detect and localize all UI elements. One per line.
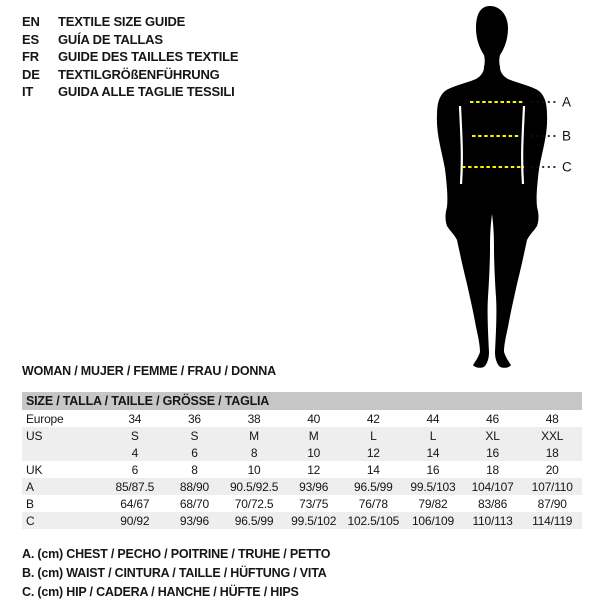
- table-row: [22, 410, 582, 427]
- marker-label-a: A: [562, 94, 572, 110]
- size-cell: 10: [247, 462, 261, 477]
- size-cell: 90/92: [120, 513, 150, 528]
- size-cell: 4: [131, 445, 139, 460]
- size-cell: 46: [486, 411, 500, 426]
- size-cell: 12: [366, 445, 380, 460]
- size-cell: 68/70: [179, 496, 209, 511]
- row-label: [22, 444, 105, 461]
- size-cell: 8: [250, 445, 258, 460]
- lang-code: ES: [22, 31, 39, 47]
- row-label: C: [26, 513, 35, 528]
- lang-row-en: [22, 13, 238, 31]
- row-label: UK: [26, 462, 43, 477]
- size-cell: L: [370, 428, 377, 443]
- size-cell: 64/67: [120, 496, 150, 511]
- size-cell: 76/78: [358, 496, 388, 511]
- size-cell: 90.5/92.5: [229, 479, 279, 494]
- row-label: Europe: [26, 411, 64, 426]
- size-cell: 42: [366, 411, 380, 426]
- section-title-woman: WOMAN / MUJER / FEMME / FRAU / DONNA: [22, 364, 276, 378]
- lang-code: IT: [22, 84, 34, 100]
- table-row: [22, 495, 582, 512]
- table-header-row: [22, 392, 582, 410]
- size-cell: 34: [128, 411, 142, 426]
- size-cell: 14: [426, 445, 440, 460]
- size-cell: 10: [307, 445, 321, 460]
- size-cell: 83/86: [478, 496, 508, 511]
- lang-label: GUÍA DE TALLAS: [58, 31, 163, 47]
- size-cell: 40: [307, 411, 321, 426]
- woman-silhouette-graphic: [400, 0, 600, 375]
- size-cell: XL: [485, 428, 500, 443]
- size-cell: 107/110: [531, 479, 573, 494]
- size-cell: S: [190, 428, 199, 443]
- size-cell: 44: [426, 411, 440, 426]
- lang-label: TEXTILGRÖßENFÜHRUNG: [58, 66, 220, 82]
- row-label: US: [26, 428, 43, 443]
- size-cell: 114/119: [532, 513, 573, 528]
- size-cell: 6: [131, 462, 139, 477]
- size-cell: 36: [187, 411, 201, 426]
- size-cell: 87/90: [537, 496, 567, 511]
- woman-silhouette: [437, 6, 547, 368]
- size-cell: 96.5/99: [234, 513, 274, 528]
- table-row: [22, 461, 582, 478]
- size-cell: 102.5/105: [347, 513, 400, 528]
- size-cell: 48: [545, 411, 559, 426]
- size-cell: 99.5/102: [291, 513, 337, 528]
- size-table: [22, 392, 582, 529]
- table-header-label: SIZE / TALLA / TAILLE / GRÖSSE / TAGLIA: [22, 392, 582, 410]
- lang-code: DE: [22, 66, 40, 82]
- legend-line-hip: C. (cm) HIP / CADERA / HANCHE / HÜFTE / HIPS: [22, 585, 299, 599]
- lang-row-fr: [22, 48, 238, 66]
- size-cell: 16: [486, 445, 500, 460]
- lang-label: TEXTILE SIZE GUIDE: [58, 14, 186, 30]
- size-cell: 16: [426, 462, 440, 477]
- size-cell: 12: [307, 462, 321, 477]
- size-cell: 70/72.5: [234, 496, 274, 511]
- measurement-figure: [400, 0, 600, 375]
- size-cell: 93/96: [299, 479, 329, 494]
- size-cell: 18: [545, 445, 559, 460]
- size-cell: 8: [191, 462, 198, 477]
- lang-label: GUIDE DES TAILLES TEXTILE: [58, 49, 239, 65]
- size-cell: L: [429, 428, 437, 443]
- row-label: B: [26, 496, 34, 511]
- size-cell: M: [308, 428, 319, 443]
- size-cell: 18: [486, 462, 500, 477]
- table-row: [22, 444, 582, 461]
- table-row: [22, 427, 582, 444]
- size-cell: 96.5/99: [353, 479, 393, 494]
- lang-code: FR: [22, 49, 39, 65]
- size-cell: 99.5/103: [410, 479, 456, 494]
- lang-label: GUIDA ALLE TAGLIE TESSILI: [58, 84, 235, 100]
- size-cell: M: [249, 428, 259, 443]
- legend-line-waist: B. (cm) WAIST / CINTURA / TAILLE / HÜFTUNG / VITA: [22, 566, 327, 580]
- measurement-legend: [22, 545, 330, 600]
- size-cell: 85/87.5: [115, 479, 155, 494]
- marker-label-b: B: [562, 128, 572, 144]
- size-cell: 14: [366, 462, 380, 477]
- legend-line-chest: A. (cm) CHEST / PECHO / POITRINE / TRUHE / PETTO: [22, 547, 331, 561]
- lang-code: EN: [22, 14, 40, 30]
- size-cell: 38: [247, 411, 261, 426]
- row-label: A: [26, 479, 34, 494]
- size-table-body: [22, 410, 582, 529]
- size-cell: 104/107: [471, 479, 514, 494]
- table-row: [22, 512, 582, 529]
- size-cell: 110/113: [472, 513, 513, 528]
- size-cell: 93/96: [179, 513, 209, 528]
- lang-row-es: [22, 31, 238, 49]
- size-cell: 20: [545, 462, 559, 477]
- size-cell: 6: [191, 445, 198, 460]
- size-cell: 106/109: [411, 513, 454, 528]
- size-cell: XXL: [541, 428, 564, 443]
- language-title-list: [22, 13, 238, 101]
- size-cell: 79/82: [418, 496, 448, 511]
- lang-row-de: [22, 66, 238, 84]
- size-cell: 88/90: [179, 479, 209, 494]
- size-cell: 73/75: [299, 496, 329, 511]
- size-cell: S: [130, 428, 139, 443]
- lang-row-it: [22, 83, 238, 101]
- table-row: [22, 478, 582, 495]
- marker-label-c: C: [562, 159, 572, 175]
